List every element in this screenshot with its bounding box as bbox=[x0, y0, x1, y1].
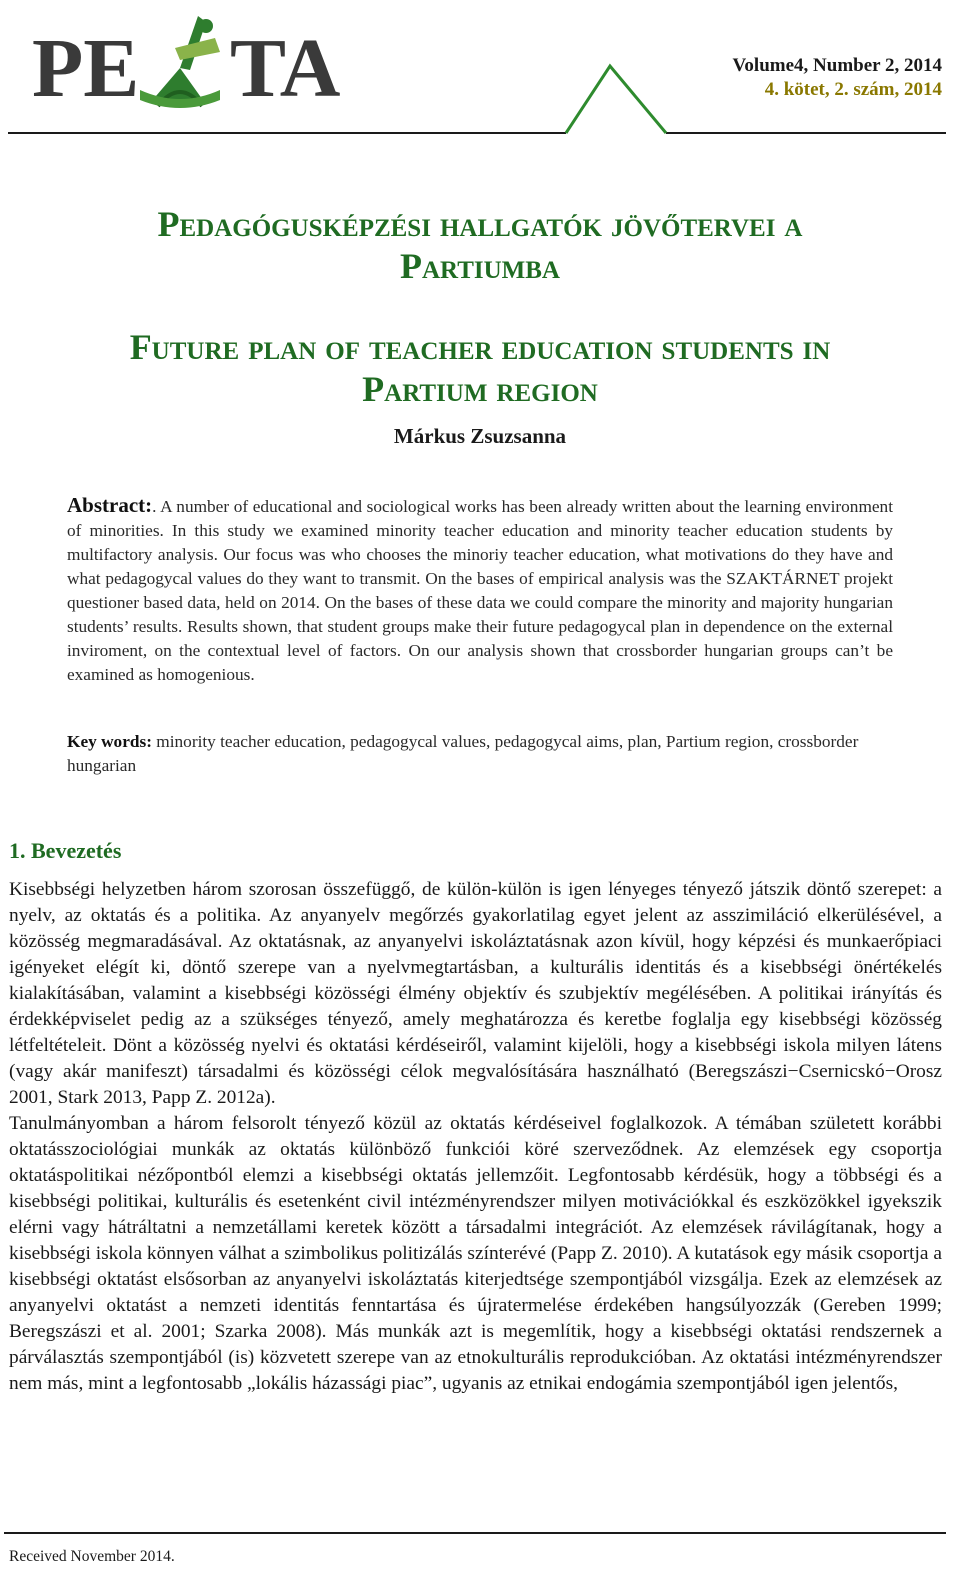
abstract-text: . A number of educational and sociological works has been already written about the learning environment of minorities. In this study we examined minority teacher education and minority teacher education students by multifactory analysis. Our focus was who chooses the minoriy teacher education, what motivations do they have and what pedagogycal values do they want to transmit. On the bases of empirical analysis was the SZAKTÁRNET projekt questioner based data, held on 2014. On the bases of these data we could compare the minority and majority hungarian students’ results. Results shown, that student groups make their future pedagogycal plan in dependence on the external inviroment, on the contextual level of factors. On our analysis shown that crossborder hungarian groups can’t be examined as homogenious. bbox=[67, 497, 893, 684]
section-body bbox=[9, 877, 942, 1397]
header-rule bbox=[0, 60, 960, 140]
keywords-text: minority teacher education, pedagogycal values, pedagogycal aims, plan, Partium region, crossborder hungarian bbox=[67, 732, 859, 775]
body-paragraph: Tanulmányomban a három felsorolt tényező közül az oktatás kérdéseivel foglalkozok. A témában született korábbi oktatásszociológiai munkák az oktatás különböző funkciói köré szerveződnek. Az elemzések egy csoportja oktatáspolitikai nézőpontból elemzi a kisebbségi oktatás jellemzőit. Legfontosabb kérdésük, hogy a többségi és a kisebbségi politikai, kulturális és esetenként civil intézményrendszer milyen motivációkkal és eszközökkel igyekszik elérni vagy hátráltatni a nemzetállami keretek között a társadalmi integrációt. Az elemzések rávilágítanak, hogy a kisebbségi iskola könnyen válhat a szimbolikus politizálás színterévé (Papp Z. 2010). A kutatások egy másik csoportja a kisebbségi oktatást elsősorban az anyanyelvi iskoláztatás kiterjedtsége szempontjából vizsgálja. Ezek az elemzések az anyanyelvi oktatást a nemzeti identitás fenntartása és újratermelése érdekében hangsúlyozzák (Gereben 1999; Beregszászi et al. 2001; Szarka 2008). Más munkák azt is megemlítik, hogy a kisebbségi oktatási rendszernek a párválasztás szempontjából (is) közvetett szerepe van az etnokulturális reprodukcióban. Az oktatási intézményrendszer nem más, mint a legfontosabb „lokális házassági piac”, ugyanis az etnikai endogámia szempontjából igen jelentős, bbox=[9, 1113, 942, 1394]
section-heading: 1. Bevezetés bbox=[9, 838, 122, 863]
abstract-label: Abstract: bbox=[67, 493, 153, 517]
abstract bbox=[67, 493, 893, 687]
title-hungarian-line1: Pedagógusképzési hallgatók jövőtervei a bbox=[157, 204, 803, 244]
volume-hungarian: 4. kötet, 2. szám, 2014 bbox=[764, 79, 942, 100]
title-hungarian bbox=[0, 203, 960, 287]
author-name: Márkus Zsuzsanna bbox=[393, 424, 567, 448]
body-paragraph: Kisebbségi helyzetben három szorosan összefüggő, de külön-külön is igen lényeges tényező játszik döntő szerepet: a nyelv, az oktatás és a politika. Az anyanyelv megőrzés gyakorlatilag egyet jelent az asszimiláció elkerülésével, a közösség megmaradásával. Az oktatásnak, az anyanyelvi iskoláztatásnak azon kívül, hogy képzési és munkaerőpiaci igényeket elégít ki, döntő szerepe van a nyelvmegtartásban, a kulturális identitás és a kisebbségi önértékelés kialakításában, valamint a kisebbségi közösségi élmény objektív és szubjektív megélésében. A politikai irányítás és érdekképviselet pedig az a szükséges tényező, amely meghatározza és keretbe foglalja egy kisebbségi közösség létfeltételeit. Dönt a közösség nyelvi és oktatási kérdéseiről, valamint kijelöli, hogy a kisebbségi iskola milyen látens (vagy akár manifeszt) társadalmi és közösségi célok megvalósítására használható (Beregszászi−Csernicskó−Orosz 2001, Stark 2013, Papp Z. 2012a). bbox=[9, 879, 942, 1108]
received-note: Received November 2014. bbox=[9, 1548, 175, 1565]
title-english-line2: Partium region bbox=[362, 369, 598, 409]
title-hungarian-line2: Partiumba bbox=[399, 246, 560, 286]
keywords bbox=[67, 730, 893, 778]
footer-rule bbox=[4, 1532, 946, 1534]
svg-text:PE: PE bbox=[32, 22, 140, 115]
keywords-label: Key words: bbox=[67, 732, 152, 751]
volume-english: Volume4, Number 2, 2014 bbox=[732, 55, 942, 76]
svg-text:TA: TA bbox=[230, 22, 341, 115]
title-english-line1: Future plan of teacher education students in bbox=[129, 327, 831, 367]
title-english bbox=[0, 326, 960, 410]
